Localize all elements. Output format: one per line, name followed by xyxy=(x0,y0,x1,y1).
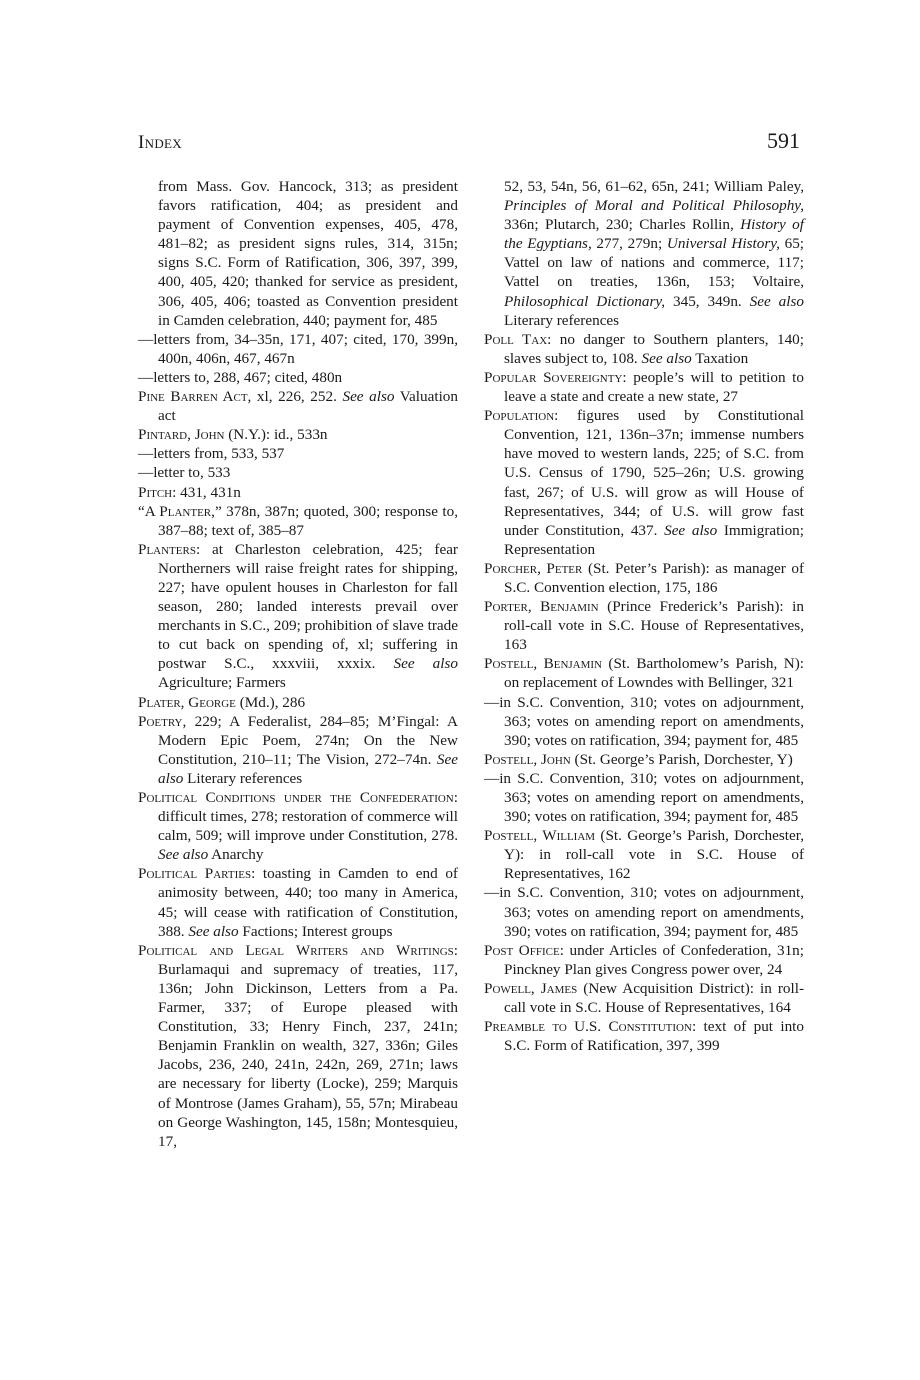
index-subentry xyxy=(138,368,458,387)
see-also-label: See also xyxy=(393,655,458,673)
index-entry xyxy=(138,693,458,712)
index-entry xyxy=(484,826,804,883)
index-entry xyxy=(484,750,804,769)
entry-heading: Powell, James xyxy=(484,979,578,997)
see-also-target: Agriculture; Farmers xyxy=(158,674,286,692)
subentry-text: —letters to, 288, 467; cited, 480n xyxy=(138,368,343,386)
entry-text: : Burlamaqui and supremacy of treaties, 117, 136n; John Dickinson, Letters from a Pa. Farmer, 337; of Europe pleased with Constitution, 33; Henry Finch, 237, 241n; Benjamin Franklin on wealth, 327, 336n; Giles Jacobs, 236, 240, 241n, 242n, 269, 271n; laws are necessary for liberty (Locke), 259; Marquis of Montrose (James Graham), 55, 57n; Mirabeau on George Washington, 145, 158n; Montesquieu, 17, xyxy=(158,941,458,1150)
index-subentry xyxy=(138,463,458,482)
entry-italic-text: Universal History, xyxy=(666,235,780,253)
entry-text: : no danger to Southern planters, 140; slaves subject to, 108. xyxy=(504,330,804,367)
page-header xyxy=(138,128,800,158)
index-entry xyxy=(484,406,804,559)
see-also-label: See also xyxy=(188,922,239,940)
index-entry xyxy=(138,387,458,425)
entry-italic-text: Philosophical Dictionary, xyxy=(504,292,666,310)
entry-heading: Planters xyxy=(138,540,196,558)
index-entry xyxy=(484,1017,804,1055)
index-entry xyxy=(138,864,458,940)
entry-text: : toasting in Camden to end of animosity between, 440; too many in America, 45; will cease with ratification of Constitution, 388. xyxy=(158,865,458,940)
entry-text: (N.Y.): id., 533n xyxy=(224,426,328,444)
entry-heading: Porcher, Peter xyxy=(484,559,583,577)
index-entry xyxy=(138,941,458,1151)
entry-heading: Population xyxy=(484,407,555,425)
entry-text: 52, 53, 54n, 56, 61–62, 65n, 241; William Paley, xyxy=(504,178,804,195)
entry-text: 336n; Plutarch, 230; Charles Rollin, xyxy=(504,216,741,234)
index-entry xyxy=(138,788,458,864)
entry-heading: Political Conditions under the Confederation xyxy=(138,789,454,806)
entry-text: : text of put into S.C. Form of Ratification, 397, 399 xyxy=(504,1018,804,1055)
entry-heading: Political Parties xyxy=(138,865,252,883)
index-entry xyxy=(138,540,458,693)
entry-text: 378n, 387n; quoted, 300; response to, 387–88; text of, 385–87 xyxy=(158,502,458,539)
index-entry xyxy=(484,597,804,654)
entry-text: : people’s will to petition to leave a state and create a new state, 27 xyxy=(504,368,804,406)
index-subentry xyxy=(484,693,804,750)
index-entry-continued xyxy=(138,177,458,330)
index-subentry xyxy=(484,769,804,826)
see-also-label: See also xyxy=(641,349,692,367)
see-also-target: Valuation act xyxy=(158,388,458,425)
index-entry xyxy=(484,979,804,1017)
see-also-label: See also xyxy=(342,388,395,406)
index-entry-continued xyxy=(484,177,804,330)
entry-italic-text: Principles of Moral and Political Philosophy, xyxy=(504,197,804,215)
see-also-target: Literary references xyxy=(183,769,303,787)
entry-heading: Postell, Benjamin xyxy=(484,655,602,673)
entry-heading: “A Planter,” xyxy=(138,502,222,520)
entry-heading: Pintard, John xyxy=(138,426,225,444)
see-also-target: Immigration; Representation xyxy=(504,521,804,558)
entry-heading: Pitch xyxy=(138,483,173,501)
entry-heading: Post Office xyxy=(484,941,560,959)
entry-italic-text: History of the Egyptians, xyxy=(504,216,804,253)
entry-text: , 229; A Federalist, 284–85; M’Fingal: A Modern Epic Poem, 274n; On the New Constitution, 210–11; The Vision, 272–74n. xyxy=(158,712,458,768)
index-column-right xyxy=(484,177,804,1055)
entry-text: 277, 279n; xyxy=(591,235,667,253)
subentry-text: —letters from, 533, 537 xyxy=(138,445,285,463)
entry-text: (Prince Frederick’s Parish): in roll-call vote in S.C. House of Representatives, 163 xyxy=(504,598,804,654)
running-head: Index xyxy=(138,132,182,153)
entry-text: (Md.), 286 xyxy=(235,693,306,711)
index-entry xyxy=(138,425,458,444)
subentry-text: —letter to, 533 xyxy=(138,464,231,482)
see-also-target: Factions; Interest groups xyxy=(238,922,393,940)
entry-text: : 431, 431n xyxy=(172,483,241,501)
entry-heading: Poll Tax xyxy=(484,330,548,348)
entry-text: : at Charleston celebration, 425; fear Northerners will raise freight rates for shipping, 227; have opulent houses in Charleston for fall season, 280; landed interests prevail over merchants in S.C., 209; prohibition of slave trade to cut back on spending of, xl; suffering in postwar S.C., xxxviii, xxxix. xyxy=(158,540,458,673)
entry-heading: Popular Sovereignty xyxy=(484,368,623,386)
index-subentry xyxy=(484,883,804,940)
index-subentry xyxy=(138,330,458,368)
entry-text: (St. Peter’s Parish): as manager of S.C. Convention election, 175, 186 xyxy=(504,559,804,596)
index-entry xyxy=(484,654,804,692)
subentry-text: —letters from, 34–35n, 171, 407; cited, 170, 399n, 400n, 406n, 467, 467n xyxy=(138,330,458,367)
entry-text: (New Acquisition District): in roll-call vote in S.C. House of Representatives, 164 xyxy=(504,979,805,1017)
index-entry xyxy=(484,559,804,597)
entry-text: (St. Bartholomew’s Parish, N): on replacement of Lowndes with Bellinger, 321 xyxy=(504,655,804,692)
entry-text: : figures used by Constitutional Convention, 121, 136n–37n; immense numbers have moved to western lands, 225; of S.C. from U.S. Census of 1790, 525–26n; U.S. growing fast, 267; of U.S. will grow as will House of Representatives, 344; of U.S. will grow fast under Constitution, 437. xyxy=(504,407,804,539)
index-entry xyxy=(138,483,458,502)
page-number: 591 xyxy=(767,128,800,153)
see-also-target: Anarchy xyxy=(208,846,264,864)
subentry-text: —in S.C. Convention, 310; votes on adjournment, 363; votes on amending report on amendments, 390; votes on ratification, 394; payment for, 485 xyxy=(484,884,804,940)
see-also-label: See also xyxy=(664,521,718,539)
entry-heading: Porter, Benjamin xyxy=(484,598,599,616)
entry-heading: Postell, William xyxy=(484,827,596,845)
entry-heading: Plater, George xyxy=(138,693,236,711)
entry-text: : under Articles of Confederation, 31n; Pinckney Plan gives Congress power over, 24 xyxy=(504,941,804,978)
entry-text: Literary references xyxy=(504,311,620,329)
index-entry xyxy=(484,368,804,406)
index-entry xyxy=(138,712,458,788)
entry-text: , xl, 226, 252. xyxy=(247,388,343,406)
entry-heading: Political and Legal Writers and Writings xyxy=(138,941,454,959)
see-also-label: See also xyxy=(158,750,458,787)
subentry-text: —in S.C. Convention, 310; votes on adjournment, 363; votes on amending report on amendments, 390; votes on ratification, 394; payment for, 485 xyxy=(484,769,804,826)
index-entry xyxy=(138,502,458,540)
index-entry xyxy=(484,941,804,979)
entry-text: : difficult times, 278; restoration of commerce will calm, 509; will improve under Constitution, 278. xyxy=(158,789,458,845)
entry-text: 65; Vattel on law of nations and commerce, 117; Vattel on treaties, 136n, 153; Voltaire, xyxy=(504,235,805,291)
see-also-target: Taxation xyxy=(691,349,749,367)
entry-heading: Poetry xyxy=(138,712,183,730)
entry-heading: Postell, John xyxy=(484,750,571,768)
see-also-label: See also xyxy=(158,846,209,864)
entry-text: 345, 349n. xyxy=(665,292,750,310)
index-column-left xyxy=(138,177,458,1151)
index-entry xyxy=(484,330,804,368)
entry-text: (St. George’s Parish, Dorchester, Y) xyxy=(570,750,793,768)
entry-heading: Preamble to U.S. Constitution xyxy=(484,1018,692,1036)
entry-text: (St. George’s Parish, Dorchester, Y): in roll-call vote in S.C. House of Representatives, 162 xyxy=(504,827,804,883)
entry-italic-text: See also xyxy=(749,292,804,310)
subentry-text: —in S.C. Convention, 310; votes on adjournment, 363; votes on amending report on amendments, 390; votes on ratification, 394; payment for, 485 xyxy=(484,693,804,749)
index-subentry xyxy=(138,444,458,463)
entry-heading: Pine Barren Act xyxy=(138,388,248,406)
entry-text: from Mass. Gov. Hancock, 313; as president favors ratification, 404; as president and payment of Convention expenses, 405, 478, 481–82; as president signs rules, 314, 315n; signs S.C. Form of Ratification, 306, 397, 399, 400, 405, 420; thanked for service as president, 306, 405, 406; toasted as Convention president in Camden celebration, 440; payment for, 485 xyxy=(158,178,458,329)
